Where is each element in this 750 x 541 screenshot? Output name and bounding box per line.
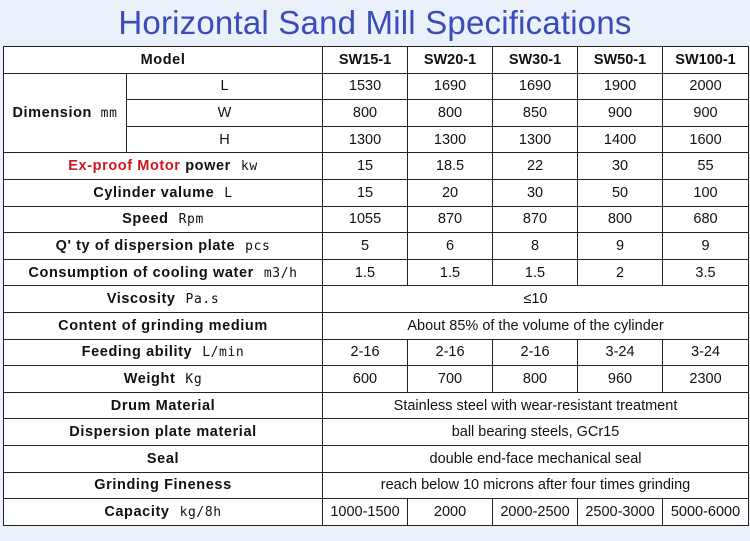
value-cell: 30 <box>578 153 663 180</box>
value-cell: 1.5 <box>408 259 493 286</box>
spec-label-text: Seal <box>146 450 180 467</box>
spec-row <box>4 153 749 180</box>
value-cell: 2 <box>578 259 663 286</box>
spec-span-value: ball bearing steels, GCr15 <box>323 419 749 446</box>
value-cell: 1400 <box>578 126 663 153</box>
spec-row <box>4 259 749 286</box>
spec-label-text: Q' ty of dispersion plate <box>55 237 236 254</box>
value-cell: 2000-2500 <box>493 499 578 526</box>
spec-unit: kw <box>240 159 258 175</box>
spec-span-value: About 85% of the volume of the cylinder <box>323 312 749 339</box>
value-cell: 1300 <box>408 126 493 153</box>
spec-label <box>4 233 323 260</box>
spec-unit: pcs <box>245 238 271 254</box>
spec-label <box>4 259 323 286</box>
spec-label-text: Capacity <box>104 503 170 520</box>
spec-row <box>4 179 749 206</box>
value-cell: 1.5 <box>323 259 408 286</box>
spec-label <box>4 339 323 366</box>
spec-label-highlight: Ex-proof Motor <box>68 158 181 175</box>
spec-row <box>4 419 749 446</box>
spec-row <box>4 392 749 419</box>
value-cell: 700 <box>408 366 493 393</box>
spec-span-value: ≤10 <box>323 286 749 313</box>
dimension-sub: W <box>127 100 323 127</box>
spec-row <box>4 339 749 366</box>
value-cell: 800 <box>578 206 663 233</box>
dimension-label-text: Dimension <box>12 104 93 121</box>
value-cell: 22 <box>493 153 578 180</box>
model-cell: SW15-1 <box>323 47 408 74</box>
spec-row <box>4 366 749 393</box>
spec-row <box>4 472 749 499</box>
spec-unit: Rpm <box>178 212 204 228</box>
dimension-row <box>4 73 749 100</box>
spec-label <box>4 499 323 526</box>
value-cell: 18.5 <box>408 153 493 180</box>
value-cell: 9 <box>663 233 749 260</box>
value-cell: 3.5 <box>663 259 749 286</box>
spec-label <box>4 445 323 472</box>
value-cell: 960 <box>578 366 663 393</box>
value-cell: 5000-6000 <box>663 499 749 526</box>
spec-unit: Pa.s <box>185 292 220 308</box>
page-title: Horizontal Sand Mill Specifications <box>118 4 632 41</box>
spec-span-value: Stainless steel with wear-resistant treatment <box>323 392 749 419</box>
value-cell: 1300 <box>323 126 408 153</box>
spec-row <box>4 499 749 526</box>
spec-unit: kg/8h <box>179 504 222 520</box>
spec-row <box>4 312 749 339</box>
spec-row <box>4 445 749 472</box>
spec-label-text: Grinding Fineness <box>94 477 232 494</box>
value-cell: 800 <box>323 100 408 127</box>
spec-label-text: Dispersion plate material <box>69 424 257 441</box>
value-cell: 1600 <box>663 126 749 153</box>
value-cell: 1690 <box>493 73 578 100</box>
value-cell: 800 <box>408 100 493 127</box>
value-cell: 3-24 <box>663 339 749 366</box>
spec-label <box>4 206 323 233</box>
value-cell: 2000 <box>663 73 749 100</box>
value-cell: 2-16 <box>493 339 578 366</box>
value-cell: 600 <box>323 366 408 393</box>
spec-label-text: Viscosity <box>106 291 176 308</box>
value-cell: 850 <box>493 100 578 127</box>
value-cell: 3-24 <box>578 339 663 366</box>
value-cell: 900 <box>578 100 663 127</box>
spec-row <box>4 233 749 260</box>
value-cell: 9 <box>578 233 663 260</box>
spec-label-text: Weight <box>123 370 176 387</box>
value-cell: 1300 <box>493 126 578 153</box>
value-cell: 2-16 <box>323 339 408 366</box>
spec-unit: L/min <box>202 345 245 361</box>
value-cell: 15 <box>323 153 408 180</box>
value-cell: 55 <box>663 153 749 180</box>
spec-unit: L <box>224 185 233 201</box>
spec-label-text: Consumption of cooling water <box>28 264 254 281</box>
value-cell: 2-16 <box>408 339 493 366</box>
value-cell: 8 <box>493 233 578 260</box>
spec-label <box>4 153 323 180</box>
value-cell: 1690 <box>408 73 493 100</box>
spec-label-text: Cylinder valume <box>93 184 215 201</box>
spec-label-text: Feeding ability <box>81 344 193 361</box>
value-cell: 2000 <box>408 499 493 526</box>
spec-label-text: Drum Material <box>110 397 216 414</box>
spec-unit: m3/h <box>263 265 298 281</box>
spec-label-text: power <box>180 158 231 175</box>
spec-row <box>4 206 749 233</box>
spec-label <box>4 472 323 499</box>
spec-label <box>4 366 323 393</box>
model-cell: SW50-1 <box>578 47 663 74</box>
value-cell: 870 <box>493 206 578 233</box>
spec-label-text: Content of grinding medium <box>58 317 268 334</box>
header-row <box>4 47 749 74</box>
spec-span-value: double end-face mechanical seal <box>323 445 749 472</box>
spec-label <box>4 312 323 339</box>
spec-row <box>4 286 749 313</box>
model-cell: SW20-1 <box>408 47 493 74</box>
model-cell: SW100-1 <box>663 47 749 74</box>
spec-label <box>4 419 323 446</box>
value-cell: 680 <box>663 206 749 233</box>
value-cell: 1055 <box>323 206 408 233</box>
value-cell: 1000-1500 <box>323 499 408 526</box>
spec-span-value: reach below 10 microns after four times grinding <box>323 472 749 499</box>
value-cell: 1.5 <box>493 259 578 286</box>
dimension-label <box>4 73 127 153</box>
value-cell: 100 <box>663 179 749 206</box>
value-cell: 2500-3000 <box>578 499 663 526</box>
value-cell: 50 <box>578 179 663 206</box>
dimension-sub: L <box>127 73 323 100</box>
value-cell: 30 <box>493 179 578 206</box>
spec-label <box>4 179 323 206</box>
value-cell: 5 <box>323 233 408 260</box>
spec-label-text: Speed <box>122 211 169 228</box>
spec-label <box>4 286 323 313</box>
value-cell: 6 <box>408 233 493 260</box>
value-cell: 20 <box>408 179 493 206</box>
model-header: Model <box>4 47 323 74</box>
value-cell: 870 <box>408 206 493 233</box>
model-cell: SW30-1 <box>493 47 578 74</box>
value-cell: 15 <box>323 179 408 206</box>
value-cell: 900 <box>663 100 749 127</box>
spec-table <box>3 46 749 526</box>
spec-unit: Kg <box>185 371 203 387</box>
value-cell: 2300 <box>663 366 749 393</box>
dimension-unit: mm <box>100 105 118 121</box>
dimension-sub: H <box>127 126 323 153</box>
value-cell: 1900 <box>578 73 663 100</box>
value-cell: 800 <box>493 366 578 393</box>
value-cell: 1530 <box>323 73 408 100</box>
spec-label <box>4 392 323 419</box>
